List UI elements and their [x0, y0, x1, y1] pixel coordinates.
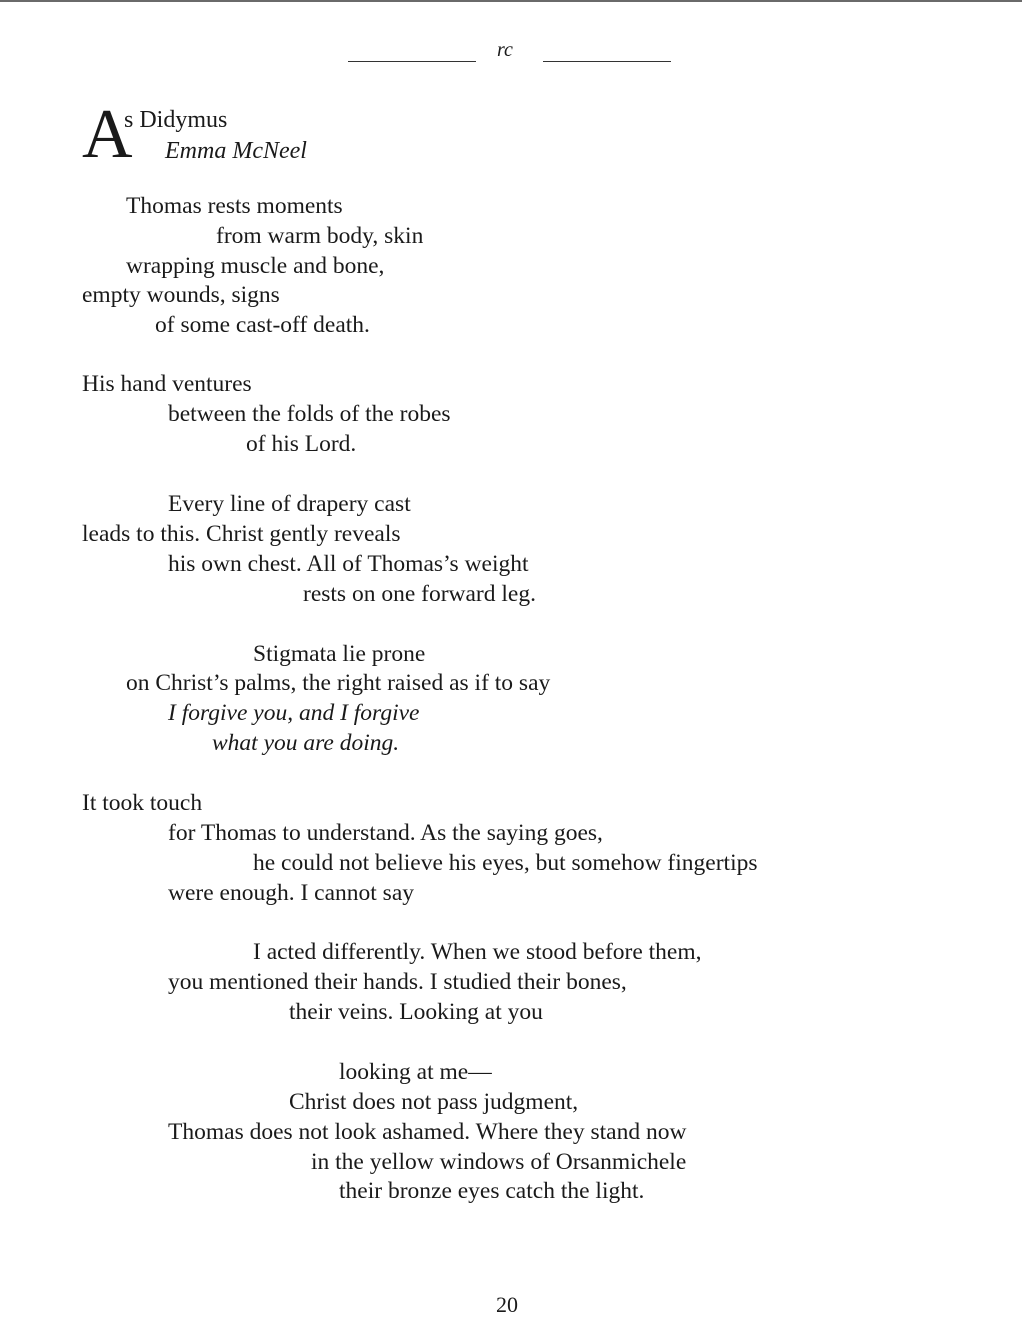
poem-line: for Thomas to understand. As the saying goes,: [168, 820, 603, 846]
poem-line: their veins. Looking at you: [289, 999, 543, 1025]
poem-line: His hand ventures: [82, 371, 252, 397]
poem-line: between the folds of the robes: [168, 401, 451, 427]
poem-line: looking at me—: [339, 1059, 492, 1085]
page-number: 20: [496, 1292, 518, 1317]
poem-line: from warm body, skin: [216, 223, 424, 249]
poem-line: were enough. I cannot say: [168, 880, 415, 906]
poem-line: their bronze eyes catch the light.: [339, 1178, 645, 1204]
poem-line: It took touch: [82, 790, 203, 816]
poem-author: Emma McNeel: [165, 138, 307, 164]
header-rule-right: [543, 61, 671, 62]
poem-line-italic: I forgive you, and I forgive: [168, 700, 420, 726]
title-dropcap: A: [82, 96, 133, 173]
header-rule-left: [348, 61, 476, 62]
poem-line: Christ does not pass judgment,: [289, 1089, 579, 1115]
poem-title: s Didymus: [124, 107, 228, 133]
poem-line: of some cast-off death.: [155, 312, 370, 338]
top-rule: [0, 0, 1022, 2]
poem-line-italic: what you are doing.: [212, 730, 400, 756]
poem-line: he could not believe his eyes, but somehow fingertips: [253, 850, 758, 876]
poem-line: leads to this. Christ gently reveals: [82, 521, 401, 547]
poem-line: empty wounds, signs: [82, 282, 280, 308]
poem-line: Thomas does not look ashamed. Where they stand now: [168, 1119, 687, 1145]
poem-line: on Christ’s palms, the right raised as if to say: [126, 670, 551, 696]
poem-line: of his Lord.: [246, 431, 357, 457]
poem-line: Thomas rests moments: [126, 193, 343, 219]
poem-line: in the yellow windows of Orsanmichele: [311, 1149, 687, 1175]
poem-line: you mentioned their hands. I studied their bones,: [168, 969, 627, 995]
poem-line: his own chest. All of Thomas’s weight: [168, 551, 529, 577]
poem-line: Stigmata lie prone: [253, 641, 426, 667]
poem-line: Every line of drapery cast: [168, 491, 411, 517]
poem-line: I acted differently. When we stood before them,: [253, 939, 702, 965]
poem-line: wrapping muscle and bone,: [126, 253, 385, 279]
poem-line: rests on one forward leg.: [303, 581, 536, 607]
running-header: rc: [497, 39, 513, 61]
